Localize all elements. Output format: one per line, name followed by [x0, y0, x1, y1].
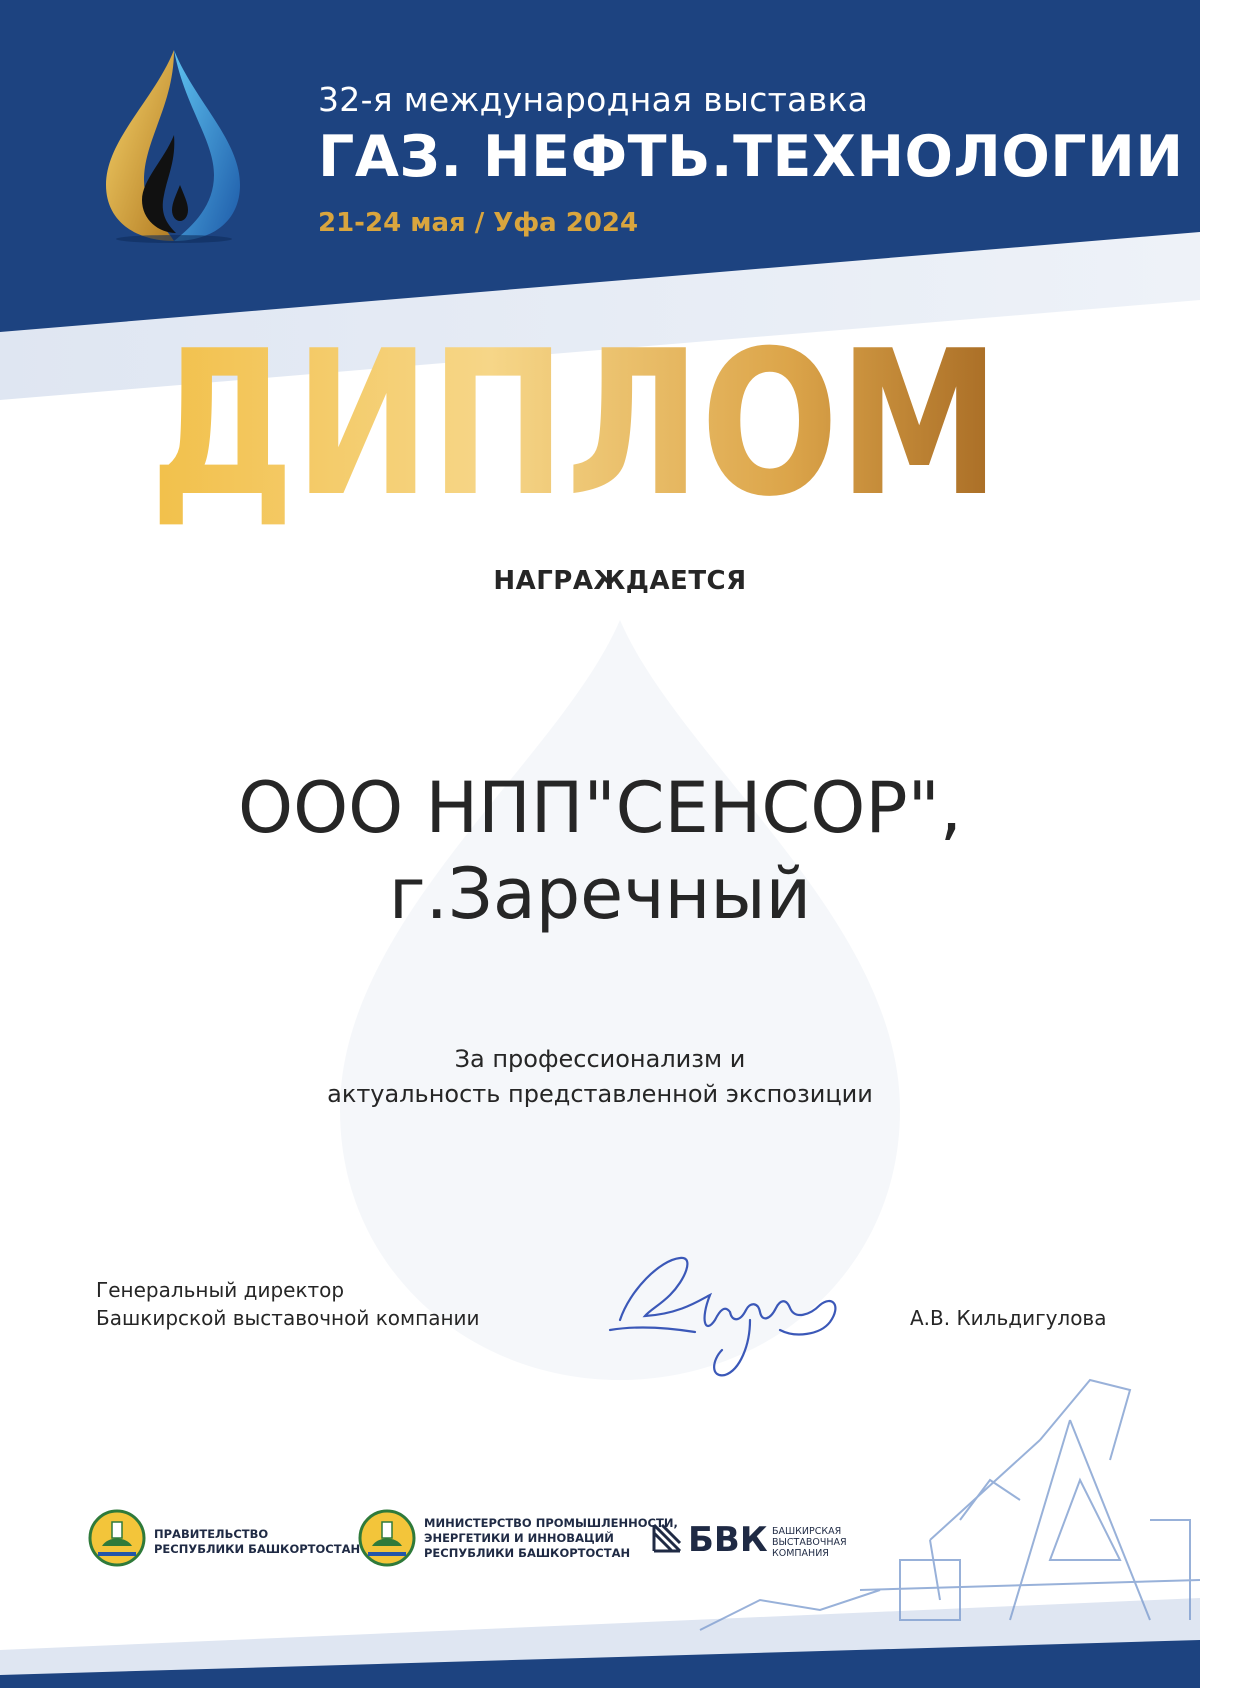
exhibition-logo-drop — [104, 45, 254, 245]
recipient — [0, 765, 1200, 937]
award-reason-line1: За профессионализм и — [454, 1045, 746, 1073]
signer-name: А.В. Кильдигулова — [910, 1306, 1107, 1330]
diploma-heading — [150, 308, 1020, 541]
ministry-emblem-icon — [358, 1508, 416, 1568]
recipient-name: ООО НПП"СЕНСОР", — [237, 767, 963, 849]
award-reason-line2: актуальность представленной экспозиции — [327, 1080, 873, 1108]
bashkortostan-emblem-icon — [88, 1508, 146, 1568]
pumpjack-illustration — [700, 1380, 1200, 1630]
bvk-wordmark: БВК — [688, 1520, 768, 1560]
diploma-heading-text: ДИПЛОМ — [150, 308, 1000, 541]
ministry-logo-text: МИНИСТЕРСТВО ПРОМЫШЛЕННОСТИ, ЭНЕРГЕТИКИ И ИННОВАЦИЙ РЕСПУБЛИКИ БАШКОРТОСТАН — [424, 1516, 678, 1560]
signer-position-line1: Генеральный директор — [96, 1278, 345, 1302]
government-logo-text: ПРАВИТЕЛЬСТВО РЕСПУБЛИКИ БАШКОРТОСТАН — [154, 1527, 361, 1556]
exhibition-title: ГАЗ. НЕФТЬ.ТЕХНОЛОГИИ — [318, 124, 1184, 190]
signer-position-line2: Башкирской выставочной компании — [96, 1306, 480, 1330]
bvk-subtitle: БАШКИРСКАЯ ВЫСТАВОЧНАЯ КОМПАНИЯ — [772, 1526, 847, 1559]
recipient-city: г.Заречный — [388, 853, 812, 935]
award-reason — [0, 1042, 1200, 1112]
bvk-mark-icon — [652, 1523, 682, 1553]
exhibition-subtitle: 32-я международная выставка — [318, 80, 869, 119]
handwritten-signature — [600, 1250, 850, 1380]
awarded-label: НАГРАЖДАЕТСЯ — [493, 566, 747, 596]
signer-position — [96, 1276, 480, 1332]
exhibition-dates: 21-24 мая / Уфа 2024 — [318, 208, 639, 238]
